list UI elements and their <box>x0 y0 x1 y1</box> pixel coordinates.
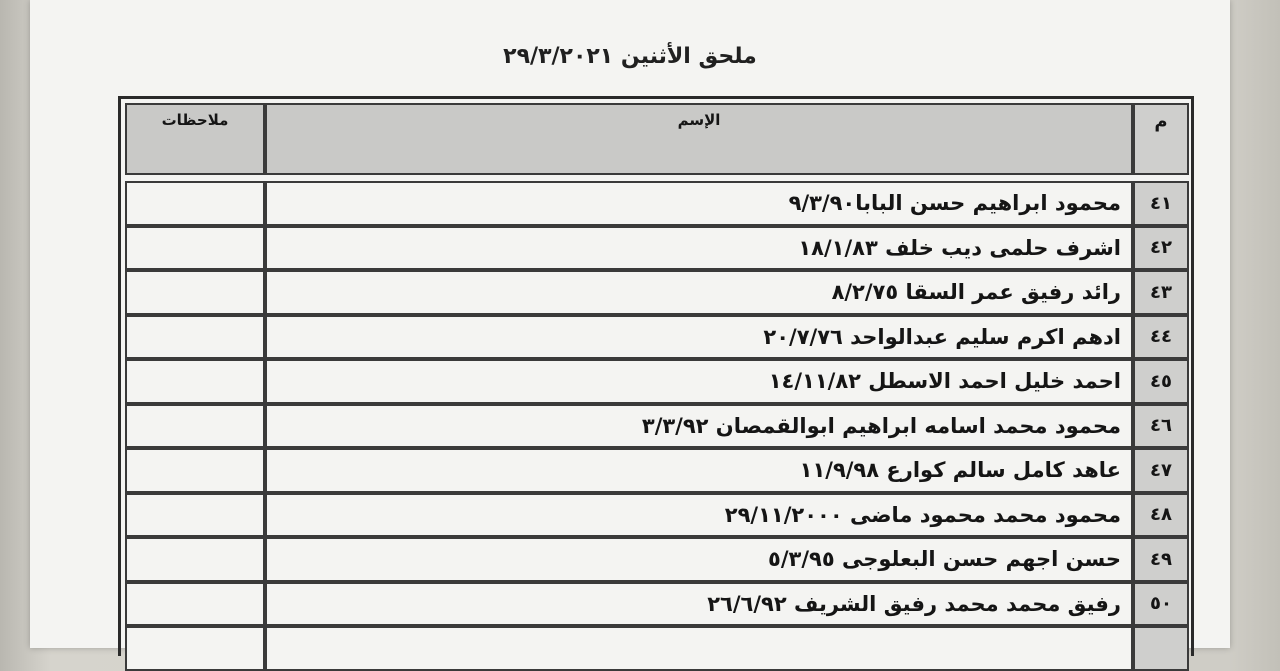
row-number: ٤٦ <box>1133 404 1189 449</box>
row-notes <box>125 537 265 582</box>
row-notes <box>125 181 265 226</box>
row-name: محمود محمد محمود ماضى ٢٩/١١/٢٠٠٠ <box>265 493 1133 538</box>
row-number: ٤٣ <box>1133 270 1189 315</box>
row-notes <box>125 448 265 493</box>
row-name: حسن اجهم حسن البعلوجى ٥/٣/٩٥ <box>265 537 1133 582</box>
row-name: رفيق محمد محمد رفيق الشريف ٢٦/٦/٩٢ <box>265 582 1133 627</box>
row-number: ٤٨ <box>1133 493 1189 538</box>
row-name: اشرف حلمى ديب خلف ١٨/١/٨٣ <box>265 226 1133 271</box>
row-name: محمود ابراهيم حسن البابا٩/٣/٩٠ <box>265 181 1133 226</box>
table-row <box>125 181 1189 226</box>
row-number <box>1133 626 1189 671</box>
row-number: ٤٢ <box>1133 226 1189 271</box>
table-row <box>125 315 1189 360</box>
row-notes <box>125 493 265 538</box>
row-notes <box>125 582 265 627</box>
header-number: م <box>1133 103 1189 175</box>
row-name: ادهم اكرم سليم عبدالواحد ٢٠/٧/٧٦ <box>265 315 1133 360</box>
table-row <box>125 626 1189 671</box>
row-notes <box>125 404 265 449</box>
row-notes <box>125 226 265 271</box>
table-row <box>125 448 1189 493</box>
table-row <box>125 537 1189 582</box>
row-number: ٤٤ <box>1133 315 1189 360</box>
table-row <box>125 582 1189 627</box>
page-title: ملحق الأثنين ٢٩/٣/٢٠٢١ <box>503 44 757 69</box>
names-table <box>125 103 1189 671</box>
header-name: الإسم <box>265 103 1133 175</box>
row-name: عاهد كامل سالم كوارع ١١/٩/٩٨ <box>265 448 1133 493</box>
table-row <box>125 270 1189 315</box>
row-name: محمود محمد اسامه ابراهيم ابوالقمصان ٣/٣/٩٢ <box>265 404 1133 449</box>
row-number: ٤٩ <box>1133 537 1189 582</box>
table-header-row <box>125 103 1189 175</box>
row-number: ٤١ <box>1133 181 1189 226</box>
table-frame <box>118 96 1194 656</box>
paper-sheet <box>30 0 1230 648</box>
table-row <box>125 493 1189 538</box>
row-name <box>265 626 1133 671</box>
table-row <box>125 226 1189 271</box>
table-row <box>125 404 1189 449</box>
row-notes <box>125 359 265 404</box>
row-notes <box>125 270 265 315</box>
row-number: ٥٠ <box>1133 582 1189 627</box>
row-name: رائد رفيق عمر السقا ٨/٢/٧٥ <box>265 270 1133 315</box>
row-notes <box>125 315 265 360</box>
row-notes <box>125 626 265 671</box>
header-notes: ملاحظات <box>125 103 265 175</box>
table-row <box>125 359 1189 404</box>
row-name: احمد خليل احمد الاسطل ١٤/١١/٨٢ <box>265 359 1133 404</box>
row-number: ٤٥ <box>1133 359 1189 404</box>
row-number: ٤٧ <box>1133 448 1189 493</box>
